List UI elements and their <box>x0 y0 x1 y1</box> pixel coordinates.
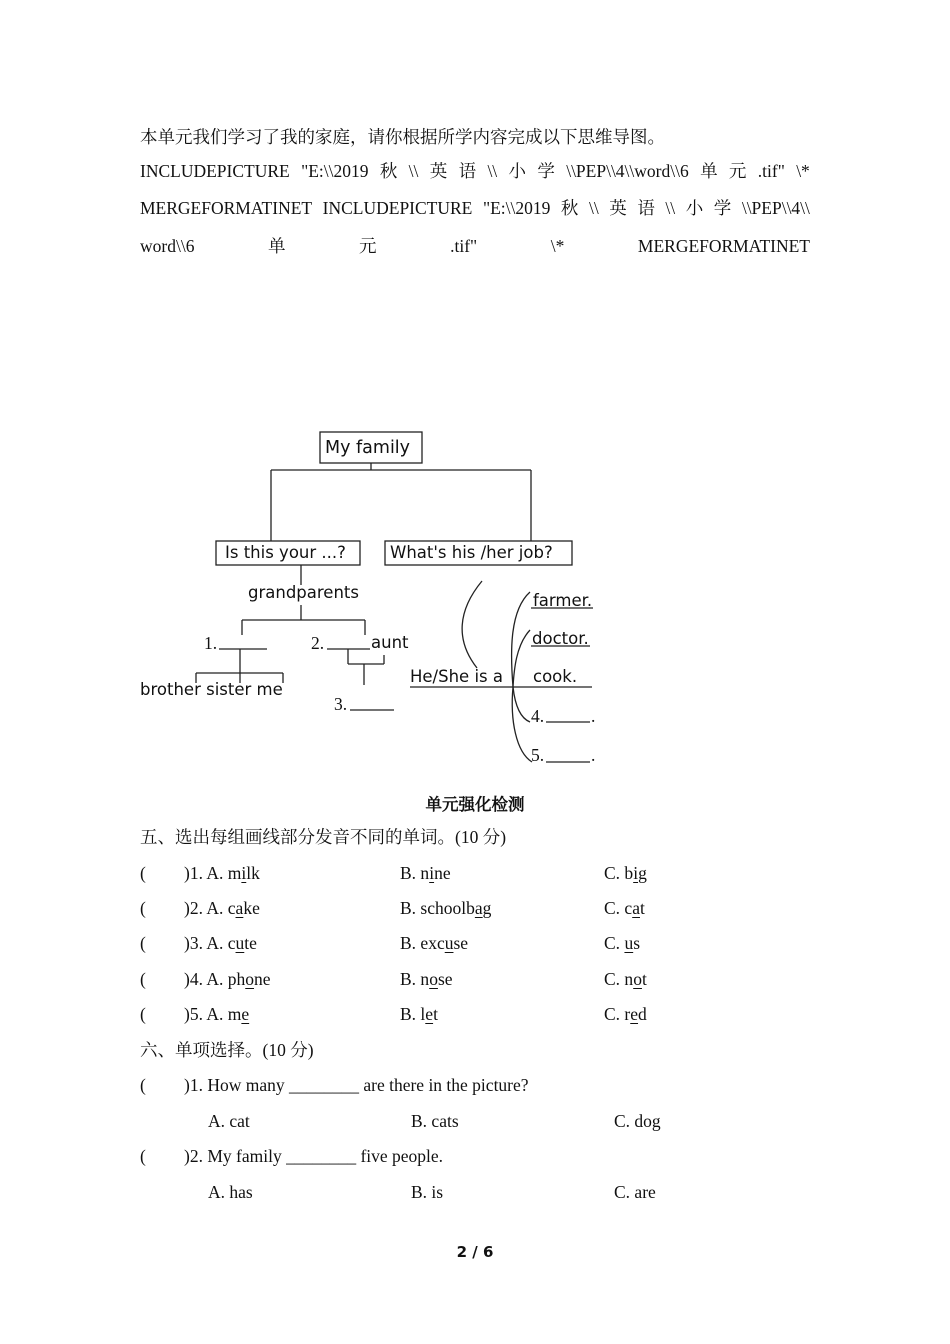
word-part: B. n <box>400 863 430 883</box>
aunt-label: aunt <box>371 633 409 652</box>
question-text: )2. My family ________ five people. <box>184 1146 444 1166</box>
word-part: C. <box>604 933 625 953</box>
word-part: m <box>227 1004 242 1024</box>
word-part: B. schoolb <box>400 898 475 918</box>
word-part: C. b <box>604 863 634 883</box>
word-part: t <box>639 898 645 918</box>
field-code-word: .tif" <box>757 161 785 181</box>
question-text: )1. How many ________ are there in the picture? <box>184 1075 529 1095</box>
answer-paren: ( <box>140 933 146 953</box>
underlined-letter: e <box>630 1004 639 1024</box>
answer-paren: ( <box>140 863 146 883</box>
blank-5-label: 5. <box>531 745 545 765</box>
underlined-letter: o <box>245 969 254 989</box>
field-code-word: \\ <box>408 161 419 181</box>
word-part: t <box>433 1004 438 1024</box>
field-code-word: 学 <box>537 161 555 181</box>
field-code-word: "E:\\2019 <box>301 161 369 181</box>
option-a <box>184 1003 249 1025</box>
field-code-word: \* <box>550 236 565 256</box>
underlined-letter: i <box>429 863 435 883</box>
field-code-word: 秋 <box>379 161 398 181</box>
word-part: g <box>638 863 647 883</box>
field-code-word: 小 <box>685 198 704 218</box>
option-a <box>184 968 271 990</box>
underlined-letter: i <box>241 863 247 883</box>
word-part: C. n <box>604 969 634 989</box>
answer-paren: ( <box>140 1075 146 1095</box>
blank-2-label: 2. <box>311 633 325 653</box>
field-code-word: \\PEP\\4\\ <box>741 198 810 218</box>
word-part: d <box>638 1004 647 1024</box>
field-code-word: INCLUDEPICTURE <box>322 198 473 218</box>
field-code-word: 英 <box>609 198 627 218</box>
option-a: A. cat <box>208 1111 250 1131</box>
underlined-letter: u <box>235 933 245 953</box>
field-code-word: MERGEFORMATINET <box>140 198 313 218</box>
answer-paren: ( <box>140 1004 146 1024</box>
section-title: 单元强化检测 <box>425 795 525 814</box>
field-code-word: 单 <box>700 161 718 181</box>
word-part: se <box>453 933 469 953</box>
field-code-word: "E:\\2019 <box>482 198 551 218</box>
option-c <box>604 897 645 919</box>
word-part: t <box>641 969 647 989</box>
option-b <box>400 1003 438 1025</box>
answer-paren: ( <box>140 898 146 918</box>
word-part: ne <box>434 863 451 883</box>
word-part: se <box>437 969 453 989</box>
underlined-letter: a <box>235 898 244 918</box>
word-part: ke <box>243 898 260 918</box>
underlined-letter: u <box>624 933 634 953</box>
option-b: B. cats <box>411 1111 459 1131</box>
option-c <box>604 862 647 884</box>
root-label: My family <box>325 438 411 458</box>
option-c <box>604 932 640 954</box>
job-doctor: doctor. <box>532 629 589 648</box>
option-a <box>184 862 260 884</box>
option-a: A. has <box>208 1182 253 1202</box>
blank-1-label: 1. <box>204 633 218 653</box>
option-c: C. are <box>614 1182 656 1202</box>
field-code-word: 学 <box>713 198 732 218</box>
field-code-word: 元 <box>728 161 747 181</box>
field-code-word: \\ <box>665 198 676 218</box>
question-number: )5. A. <box>184 1004 228 1024</box>
blank-4-period: . <box>591 706 596 726</box>
answer-paren: ( <box>140 1146 146 1166</box>
field-code-word: word\\6 <box>140 236 195 256</box>
blank-3-label: 3. <box>334 694 348 714</box>
underlined-letter: a <box>474 898 483 918</box>
children-label: brother sister me <box>140 680 283 699</box>
underlined-letter: o <box>429 969 438 989</box>
word-part: C. r <box>604 1004 631 1024</box>
right-question-label: What's his /her job? <box>390 543 553 562</box>
field-code-word: \\ <box>588 198 599 218</box>
option-b: B. is <box>411 1182 444 1202</box>
part5-heading: 五、选出每组画线部分发音不同的单词。(10 分) <box>140 827 507 847</box>
word-part: ne <box>254 969 271 989</box>
field-code-line-2 <box>140 197 810 219</box>
option-c <box>604 968 647 990</box>
word-part: te <box>244 933 257 953</box>
page-number: 2 / 6 <box>456 1243 494 1261</box>
field-code-word: \\PEP\\4\\word\\6 <box>566 161 689 181</box>
part6-heading: 六、单项选择。(10 分) <box>140 1040 314 1060</box>
field-code-word: 秋 <box>560 198 579 218</box>
he-she-label: He/She is a <box>410 667 503 686</box>
field-code-word: .tif" <box>450 236 478 256</box>
field-code-word: \\ <box>487 161 498 181</box>
field-code-word: \* <box>796 161 810 181</box>
field-code-word: 语 <box>637 198 655 218</box>
field-code-word: MERGEFORMATINET <box>637 236 810 256</box>
question-number: )2. A. <box>184 898 228 918</box>
field-code-word: 元 <box>359 236 377 256</box>
word-part: B. n <box>400 969 430 989</box>
word-part: c <box>227 933 236 953</box>
field-code-word: 语 <box>458 161 477 181</box>
option-c: C. dog <box>614 1111 661 1131</box>
grandparents-label: grandparents <box>248 583 359 602</box>
option-a <box>184 897 260 919</box>
option-b <box>400 968 453 990</box>
word-part: c <box>227 898 236 918</box>
word-part: g <box>482 898 492 918</box>
blank-5-period: . <box>591 745 596 765</box>
word-part: C. c <box>604 898 633 918</box>
field-code-word: 英 <box>429 161 448 181</box>
word-part: B. l <box>400 1004 426 1024</box>
word-part: lk <box>246 863 260 883</box>
option-b <box>400 862 451 884</box>
answer-paren: ( <box>140 969 146 989</box>
job-farmer: farmer. <box>533 591 593 610</box>
option-b <box>400 897 491 919</box>
field-code-word: 小 <box>508 161 527 181</box>
field-code-line-1 <box>140 160 810 182</box>
underlined-letter: i <box>633 863 639 883</box>
field-code-word: INCLUDEPICTURE <box>140 161 290 181</box>
question-number: )3. A. <box>184 933 228 953</box>
blank-4-label: 4. <box>531 706 545 726</box>
instruction-text: 本单元我们学习了我的家庭，请你根据所学内容完成以下思维导图。 <box>140 127 665 147</box>
option-a <box>184 932 257 954</box>
question-number: )4. A. <box>184 969 228 989</box>
word-part: B. exc <box>400 933 445 953</box>
field-code-word: 单 <box>268 236 286 256</box>
option-b <box>400 932 468 954</box>
underlined-letter: o <box>633 969 642 989</box>
left-question-label: Is this your ...? <box>225 543 346 562</box>
underlined-letter: e <box>241 1004 250 1024</box>
job-cook: cook. <box>533 667 578 686</box>
field-code-line-3 <box>140 235 810 257</box>
question-number: )1. A. <box>184 863 228 883</box>
underlined-letter: u <box>444 933 454 953</box>
option-c <box>604 1003 647 1025</box>
word-part: m <box>227 863 242 883</box>
underlined-letter: a <box>632 898 640 918</box>
word-part: s <box>633 933 640 953</box>
word-part: ph <box>227 969 246 989</box>
underlined-letter: e <box>425 1004 434 1024</box>
